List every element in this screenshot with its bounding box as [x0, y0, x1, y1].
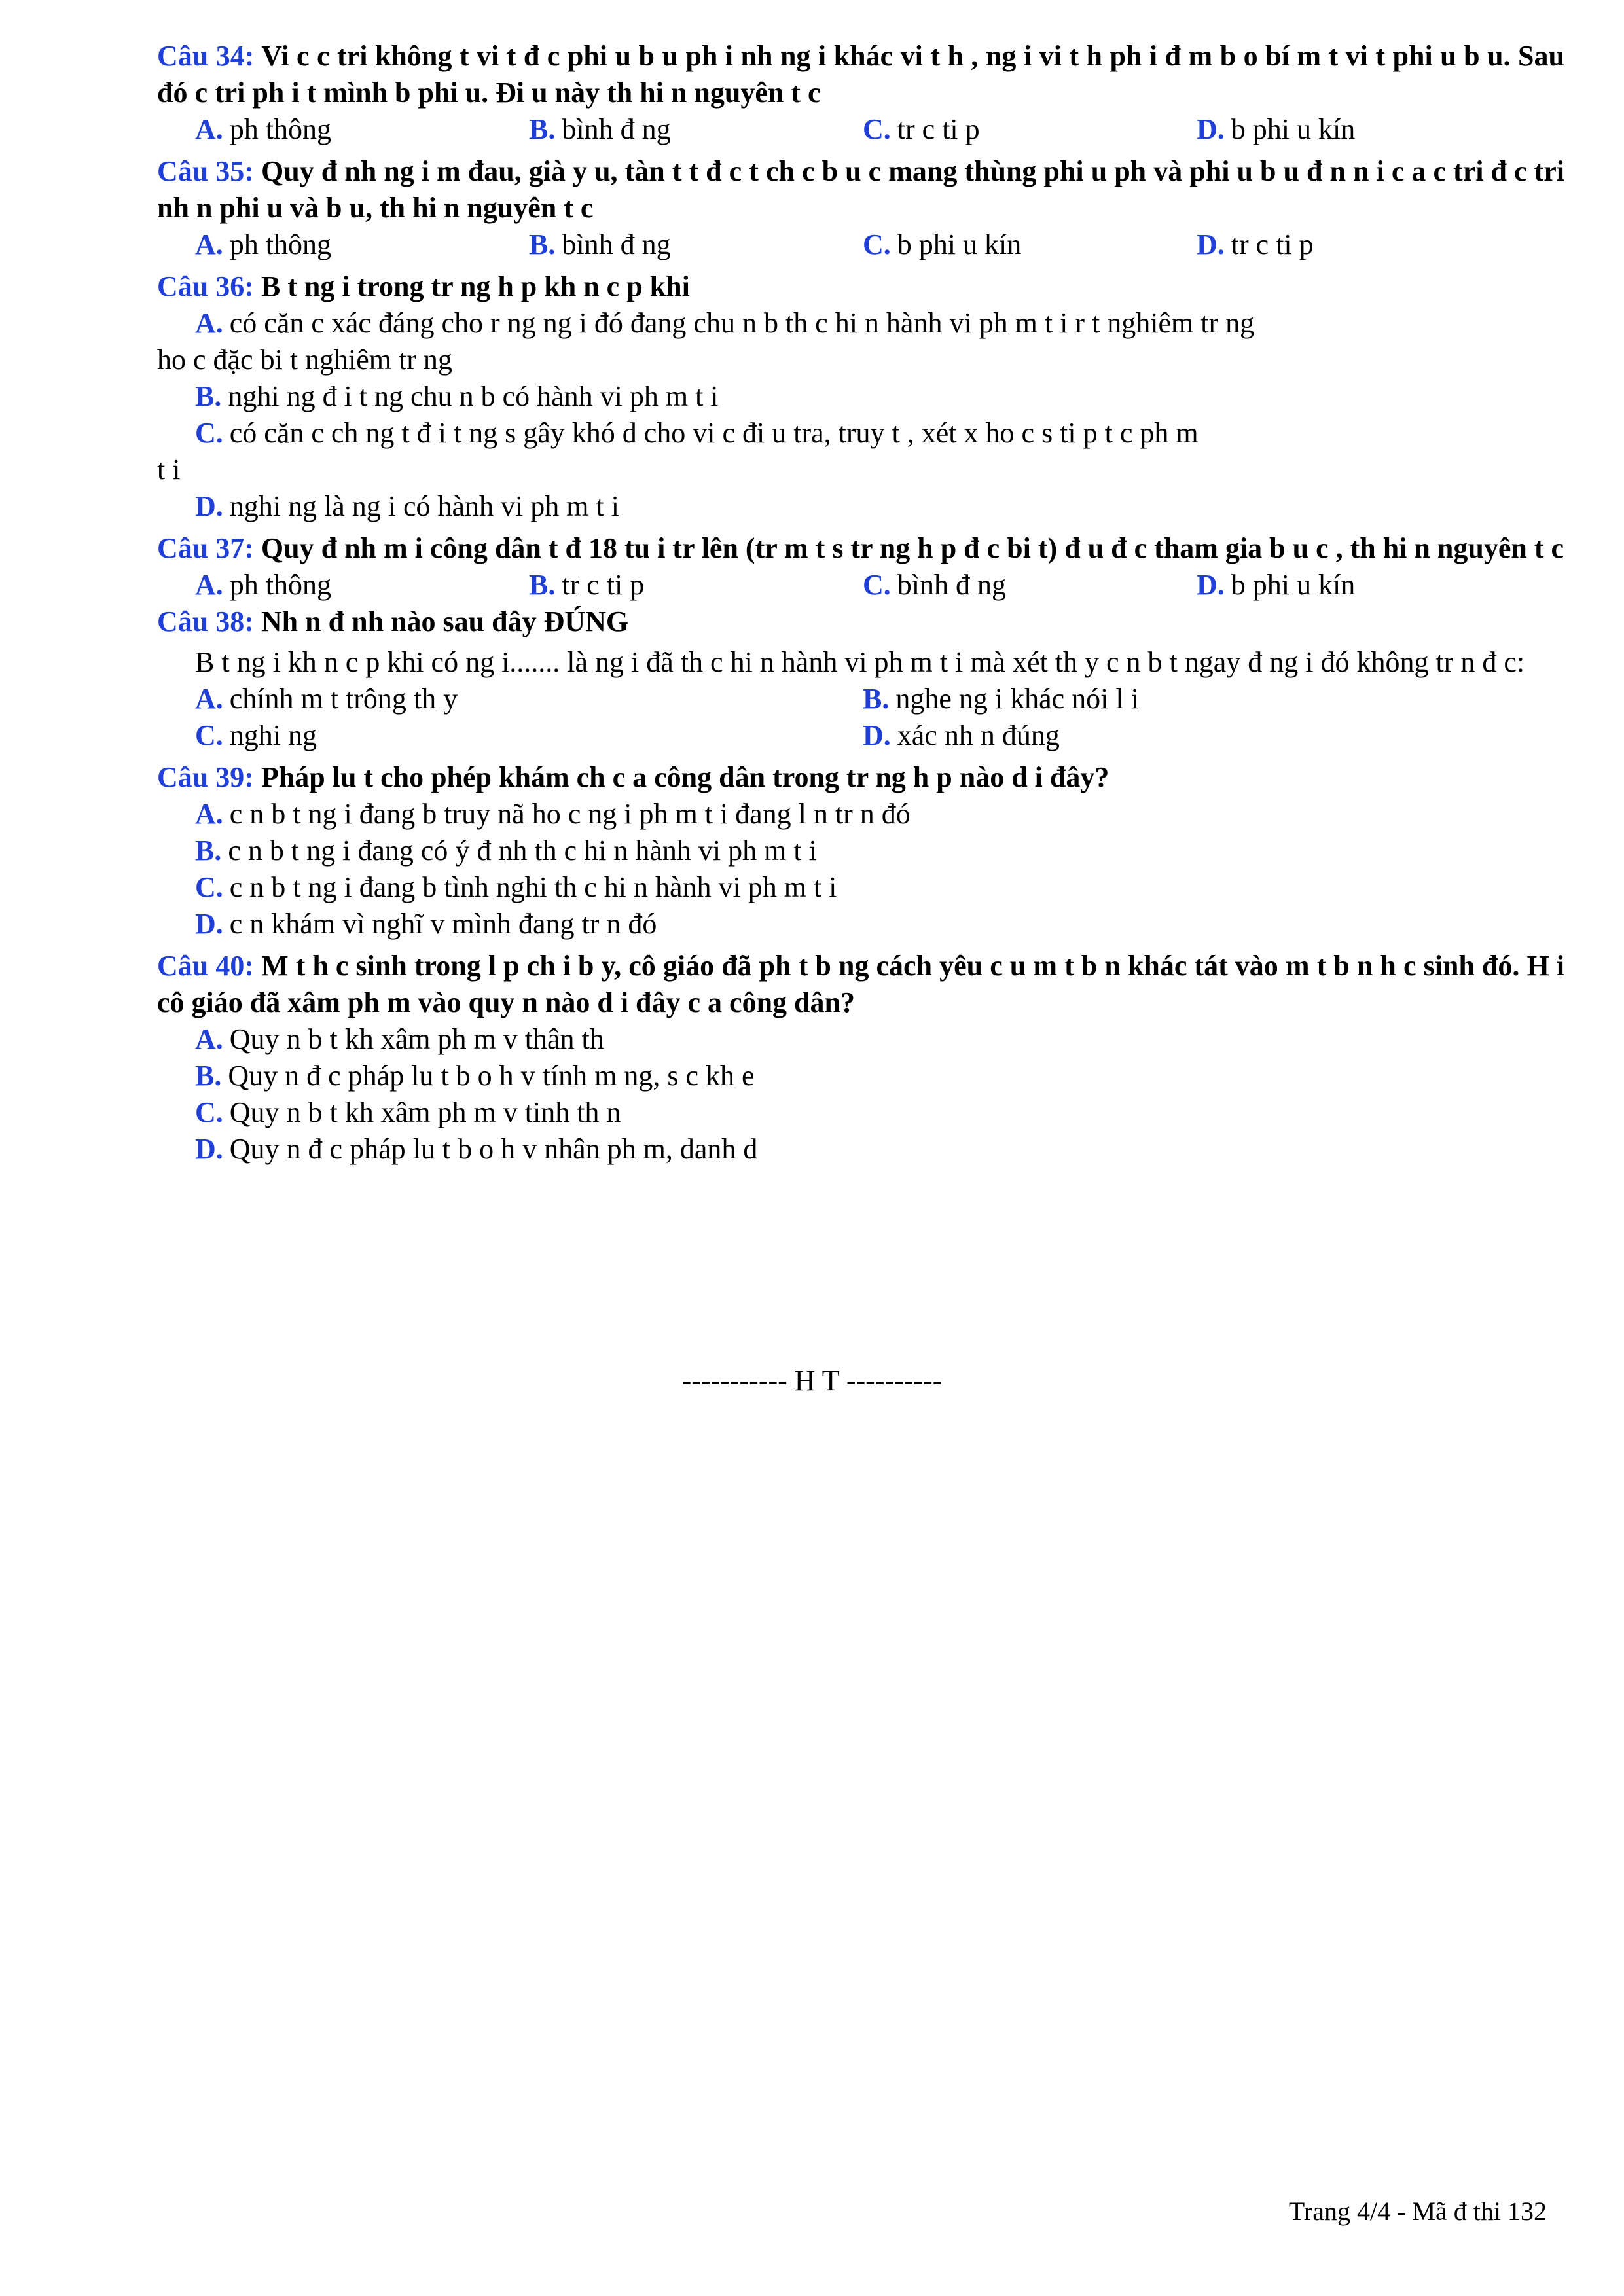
end-of-exam-mark: ----------- H T ---------- [681, 1365, 943, 1397]
option-a[interactable]: A. chính m t trông th y [195, 683, 458, 715]
question-34-text: Vi c c tri không t vi t đ c phi u b u ph i nh ng i khác vi t h , ng i vi t h ph i đ m b o bí m t vi t phi u b u. Sau đó c tri ph i t mình b phi u. Đi u này th hi n nguyên t c [157, 40, 1564, 109]
option-a[interactable]: A. Quy n b t kh xâm ph m v thân th [195, 1023, 604, 1055]
page-footer: Trang 4/4 - Mã đ thi 132 [1288, 2197, 1547, 2226]
question-35-text: Quy đ nh ng i m đau, già y u, tàn t t đ c t ch c b u c mang thùng phi u ph và phi u b u đ n n i c a c tri đ c tri nh n phi u và b u, th hi n nguyên t c [157, 155, 1565, 224]
question-38-options [195, 681, 1564, 754]
option-d[interactable]: D. b phi u kín [1197, 569, 1356, 601]
question-40-text: M t h c sinh trong l p ch i b y, cô giáo đã ph t b ng cách yêu c u m t b n khác tát vào m t b n h c sinh đó. H i cô giáo đã xâm ph m vào quy n nào d i đây c a công dân? [157, 950, 1565, 1018]
question-37-text: Quy đ nh m i công dân t đ 18 tu i tr lên (tr m t s tr ng h p đ c bi t) đ u đ c tham gia b u c , th hi n nguyên t c [261, 532, 1564, 564]
option-a[interactable]: A. c n b t ng i đang b truy nã ho c ng i ph m t i đang l n tr n đó [195, 798, 911, 830]
question-35-options [195, 226, 1564, 263]
option-b[interactable]: B. bình đ ng [529, 113, 671, 145]
option-d[interactable]: D. xác nh n đúng [863, 719, 1060, 751]
question-36 [157, 268, 1564, 525]
option-a[interactable]: A. ph thông [195, 569, 332, 601]
option-b[interactable]: B. Quy n đ c pháp lu t b o h v tính m ng, s c kh e [195, 1060, 755, 1092]
option-c[interactable]: C. có căn c ch ng t đ i t ng s gây khó d cho vi c đi u tra, truy t , xét x ho c s ti p t c ph m t i [157, 417, 1199, 486]
option-d[interactable]: D. nghi ng là ng i có hành vi ph m t i [195, 490, 619, 522]
option-c[interactable]: C. Quy n b t kh xâm ph m v tinh th n [195, 1096, 621, 1128]
question-39-text: Pháp lu t cho phép khám ch c a công dân trong tr ng h p nào d i đây? [261, 761, 1110, 793]
question-36-text: B t ng i trong tr ng h p kh n c p khi [261, 270, 690, 302]
question-38 [157, 603, 1564, 754]
question-40-stem [157, 948, 1564, 1021]
option-c[interactable]: C. tr c ti p [863, 113, 980, 145]
question-38-text: Nh n đ nh nào sau đây ĐÚNG [261, 605, 629, 637]
question-37 [157, 530, 1564, 603]
option-a[interactable]: A. ph thông [195, 113, 332, 145]
question-38-paragraph: B t ng i kh n c p khi có ng i....... là ng i đã th c hi n hành vi ph m t i mà xét th y c n b t ngay đ ng i đó không tr n đ c: [195, 646, 1525, 678]
option-b[interactable]: B. bình đ ng [529, 228, 671, 260]
option-d[interactable]: D. b phi u kín [1197, 113, 1356, 145]
question-36-stem [157, 268, 1564, 305]
option-b[interactable]: B. nghe ng i khác nói l i [863, 683, 1139, 715]
option-a[interactable]: A. ph thông [195, 228, 332, 260]
question-35 [157, 153, 1564, 263]
option-c[interactable]: C. c n b t ng i đang b tình nghi th c hi n hành vi ph m t i [195, 871, 837, 903]
option-c[interactable]: C. b phi u kín [863, 228, 1022, 260]
question-39-number: Câu 39: [157, 761, 254, 793]
question-37-options [195, 567, 1564, 603]
question-38-number: Câu 38: [157, 605, 254, 637]
question-39 [157, 759, 1564, 942]
question-35-number: Câu 35: [157, 155, 254, 187]
option-a[interactable]: A. có căn c xác đáng cho r ng ng i đó đang chu n b th c hi n hành vi ph m t i r t nghiêm tr ng ho c đặc bi t nghiêm tr ng [157, 307, 1255, 376]
question-34-number: Câu 34: [157, 40, 255, 72]
option-d[interactable]: D. tr c ti p [1197, 228, 1314, 260]
option-c[interactable]: C. bình đ ng [863, 569, 1007, 601]
question-34-stem [157, 38, 1564, 111]
option-b[interactable]: B. c n b t ng i đang có ý đ nh th c hi n hành vi ph m t i [195, 834, 817, 867]
option-d[interactable]: D. c n khám vì nghĩ v mình đang tr n đó [195, 908, 657, 940]
question-38-stem [157, 603, 1564, 640]
question-36-number: Câu 36: [157, 270, 254, 302]
option-b[interactable]: B. nghi ng đ i t ng chu n b có hành vi ph m t i [195, 380, 719, 412]
question-40 [157, 948, 1564, 1168]
question-40-number: Câu 40: [157, 950, 254, 982]
question-35-stem [157, 153, 1564, 226]
question-39-stem [157, 759, 1564, 796]
question-34 [157, 38, 1564, 148]
question-list [157, 38, 1564, 1168]
option-d[interactable]: D. Quy n đ c pháp lu t b o h v nhân ph m, danh d [195, 1133, 758, 1165]
question-37-number: Câu 37: [157, 532, 254, 564]
option-b[interactable]: B. tr c ti p [529, 569, 645, 601]
question-34-options [195, 111, 1564, 148]
option-c[interactable]: C. nghi ng [195, 719, 317, 751]
question-37-stem [157, 530, 1564, 567]
